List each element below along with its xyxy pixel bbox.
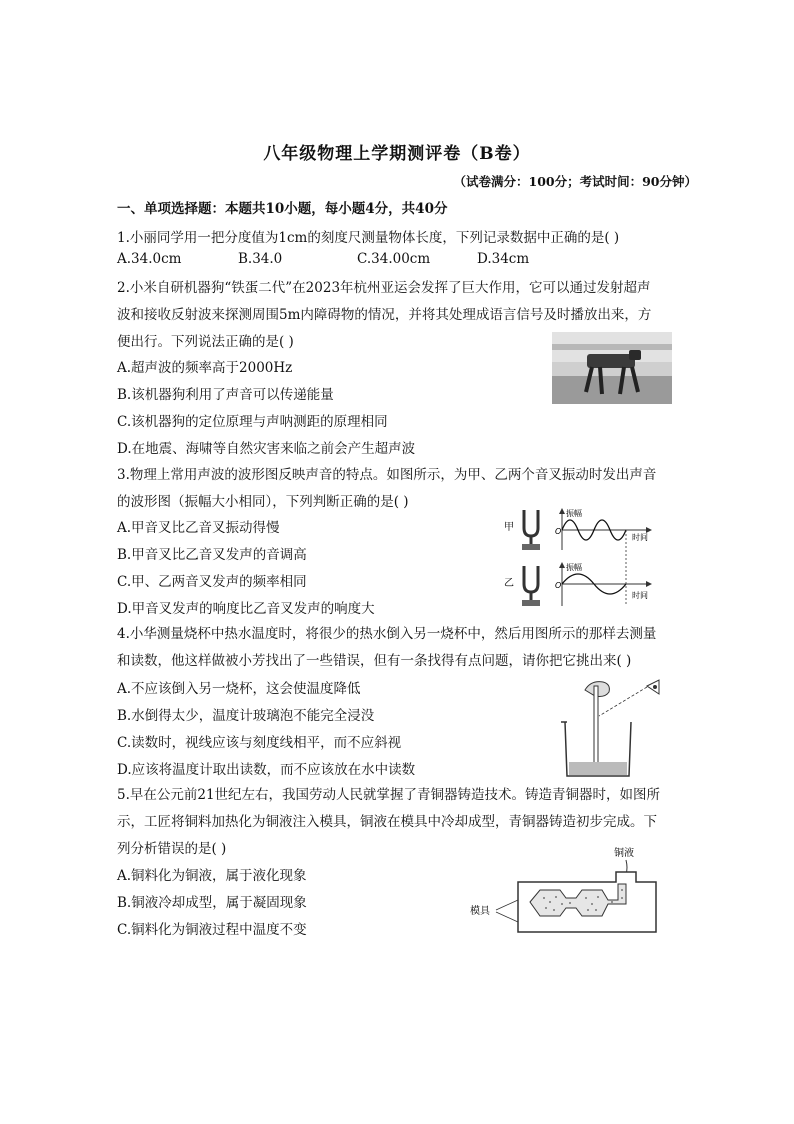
tuning-fork-yi xyxy=(522,566,540,606)
jia-origin: O xyxy=(555,527,562,536)
q2-option-d: D.在地震、海啸等自然灾害来临之前会产生超声波 xyxy=(117,441,416,457)
q4-option-c: C.读数时，视线应该与刻度线相平，而不应斜视 xyxy=(117,735,402,751)
question-4-stem-line1: 4.小华测量烧杯中热水温度时，将很少的热水倒入另一烧杯中，然后用图所示的那样去测量 xyxy=(117,626,657,642)
question-5-stem-line3: 列分析错误的是( ) xyxy=(117,841,227,857)
q1-option-d: D.34cm xyxy=(477,251,530,267)
question-3-stem-line2: 的波形图（振幅大小相同），下列判断正确的是( ) xyxy=(117,494,409,510)
bronze-casting-mold-figure xyxy=(468,842,668,936)
yi-x-axis-label: 时间 xyxy=(632,591,648,600)
q4-option-a: A.不应该倒入另一烧杯，这会使温度降低 xyxy=(117,681,361,697)
q5-option-b: B.铜液冷却成型，属于凝固现象 xyxy=(117,895,307,911)
copper-liquid-label: 铜液 xyxy=(614,848,634,859)
mold-label: 模具 xyxy=(470,906,490,917)
q3-option-a: A.甲音叉比乙音叉振动得慢 xyxy=(117,520,280,536)
q2-option-c: C.该机器狗的定位原理与声呐测距的原理相同 xyxy=(117,414,388,430)
section-heading: 一、单项选择题：本题共10小题，每小题4分，共40分 xyxy=(117,201,448,217)
q1-option-c: C.34.00cm xyxy=(357,251,431,267)
question-2-stem-line1: 2.小米自研机器狗“铁蛋二代”在2023年杭州亚运会发挥了巨大作用，它可以通过发射超声 xyxy=(117,280,651,296)
page-title: 八年级物理上学期测评卷（B卷） xyxy=(263,144,531,164)
q2-option-b: B.该机器狗利用了声音可以传递能量 xyxy=(117,387,334,403)
q3-option-b: B.甲音叉比乙音叉发声的音调高 xyxy=(117,547,307,563)
q4-option-b: B.水倒得太少，温度计玻璃泡不能完全浸没 xyxy=(117,708,375,724)
thermometer xyxy=(594,686,598,766)
q2-option-a: A.超声波的频率高于2000Hz xyxy=(117,360,293,376)
q1-option-b: B.34.0 xyxy=(238,251,283,267)
q3-option-c: C.甲、乙两音叉发声的频率相同 xyxy=(117,574,307,590)
robot-dog-photo xyxy=(552,332,672,404)
yi-y-axis-label: 振幅 xyxy=(566,563,582,572)
question-3-stem-line1: 3.物理上常用声波的波形图反映声音的特点。如图所示，为甲、乙两个音叉振动时发出声音 xyxy=(117,467,657,483)
q5-option-a: A.铜料化为铜液，属于液化现象 xyxy=(117,868,307,884)
fork-yi-label: 乙 xyxy=(504,578,514,589)
jia-x-axis-label: 时间 xyxy=(632,533,648,542)
question-2-stem-line2: 波和接收反射波来探测周围5m内障碍物的情况，并将其处理成语言信号及时播放出来，方 xyxy=(117,307,652,323)
yi-origin: O xyxy=(555,581,562,590)
fork-jia-label: 甲 xyxy=(504,522,514,533)
question-2-stem-line3: 便出行。下列说法正确的是( ) xyxy=(117,334,294,350)
exam-meta: （试卷满分：100分；考试时间：90分钟） xyxy=(453,174,697,189)
thermometer-beaker-figure xyxy=(555,672,667,780)
tuning-fork-waveform-figure xyxy=(500,506,660,610)
question-5-stem-line2: 示，工匠将铜料加热化为铜液注入模具，铜液在模具中冷却成型，青铜器铸造初步完成。下 xyxy=(117,814,657,830)
question-5-stem-line1: 5.早在公元前21世纪左右，我国劳动人民就掌握了青铜器铸造技术。铸造青铜器时，如图所 xyxy=(117,787,661,803)
q3-option-d: D.甲音叉发声的响度比乙音叉发声的响度大 xyxy=(117,601,375,617)
jia-y-axis-label: 振幅 xyxy=(566,509,582,518)
q1-option-a: A.34.0cm xyxy=(117,251,182,267)
question-4-stem-line2: 和读数，他这样做被小芳找出了一些错误，但有一条找得有点问题，请你把它挑出来( ) xyxy=(117,653,632,669)
q5-option-c: C.铜料化为铜液过程中温度不变 xyxy=(117,922,307,938)
q4-option-d: D.应该将温度计取出读数，而不应该放在水中读数 xyxy=(117,762,416,778)
hot-water xyxy=(569,762,627,775)
question-1-stem: 1.小丽同学用一把分度值为1cm的刻度尺测量物体长度，下列记录数据中正确的是( ) xyxy=(117,230,620,246)
tuning-fork-jia xyxy=(522,510,540,550)
